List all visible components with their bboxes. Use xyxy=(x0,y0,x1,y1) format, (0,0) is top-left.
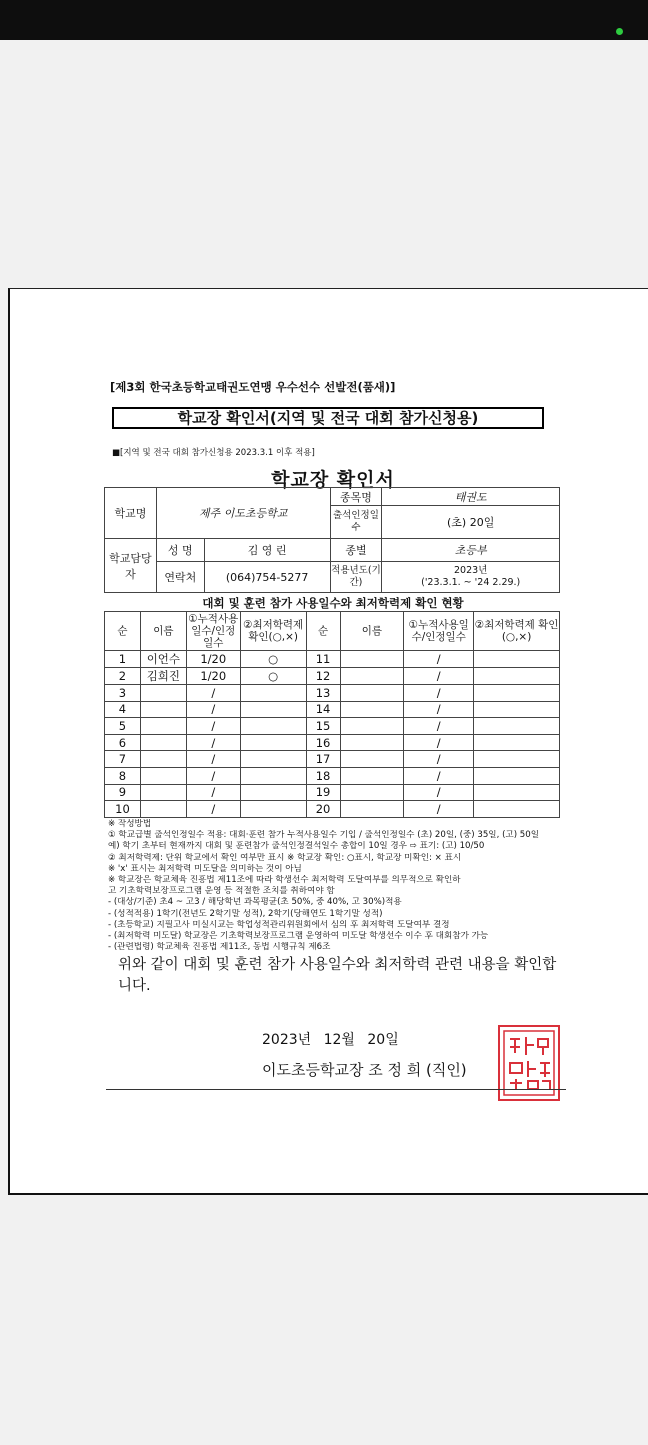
row-days-2: / xyxy=(404,734,474,751)
row-no: 3 xyxy=(105,685,141,702)
row-days: / xyxy=(186,751,240,768)
row-academic-2 xyxy=(474,701,560,718)
period-range: ('23.3.1. ~ '24 2.29.) xyxy=(421,577,521,588)
row-no-2: 19 xyxy=(306,784,340,801)
issue-date: 2023년 12월 20일 xyxy=(262,1032,399,1048)
row-name-2 xyxy=(340,701,404,718)
note-line: 고 기초학력보장프로그램 운영 등 적절한 조치를 취하여야 함 xyxy=(108,886,335,897)
table-row xyxy=(105,734,560,751)
row-days-2: / xyxy=(404,801,474,818)
row-days: 1/20 xyxy=(186,668,240,685)
attendance-label: 출석인정일수 xyxy=(330,506,382,539)
row-no-2: 16 xyxy=(306,734,340,751)
row-days: / xyxy=(186,685,240,702)
page-title: 학교장 확인서 xyxy=(271,469,395,491)
row-academic-2 xyxy=(474,734,560,751)
note-line: ※ 작성방법 xyxy=(108,819,152,829)
header-academic-2: ②최저학력제 확인(○,×) xyxy=(474,612,560,651)
header-days: ①누적사용일수/인정일수 xyxy=(188,613,239,649)
instructions xyxy=(108,819,560,953)
row-days: / xyxy=(186,784,240,801)
table-row xyxy=(105,784,560,801)
table-row xyxy=(105,751,560,768)
division-label: 종별 xyxy=(330,539,382,562)
row-name xyxy=(140,784,186,801)
row-days-2: / xyxy=(404,701,474,718)
row-name: 김희진 xyxy=(140,668,186,685)
row-name xyxy=(140,767,186,784)
period-value xyxy=(382,562,560,593)
header-academic: ②최저학력제 확인(○,×) xyxy=(240,612,306,651)
row-academic xyxy=(240,784,306,801)
row-name xyxy=(140,718,186,735)
row-academic xyxy=(240,701,306,718)
confirmation-text: 위와 같이 대회 및 훈련 참가 사용일수와 최저학력 관련 내용을 확인합니다. xyxy=(118,957,557,994)
row-name-2 xyxy=(340,685,404,702)
row-no-2: 12 xyxy=(306,668,340,685)
row-no: 7 xyxy=(105,751,141,768)
note-line: - (최저학력 미도달) 학교장은 기초학력보장프로그램 운영하여 미도달 학생선수 이수 후 대회참가 가능 xyxy=(108,931,489,942)
info-table xyxy=(104,487,560,593)
note-line: - (초등학교) 지필고사 미실시교는 학업성적관리위원회에서 심의 후 최저학력 도달여부 결정 xyxy=(108,919,450,930)
row-no: 5 xyxy=(105,718,141,735)
row-academic-2 xyxy=(474,718,560,735)
row-no-2: 15 xyxy=(306,718,340,735)
row-academic-2 xyxy=(474,767,560,784)
row-no: 4 xyxy=(105,701,141,718)
row-name-2 xyxy=(340,784,404,801)
row-no-2: 13 xyxy=(306,685,340,702)
name-value: 김 영 린 xyxy=(204,539,330,562)
row-academic xyxy=(240,767,306,784)
row-no: 10 xyxy=(105,801,141,818)
row-name-2 xyxy=(340,767,404,784)
row-academic: ○ xyxy=(240,651,306,668)
row-days-2: / xyxy=(404,751,474,768)
table-row xyxy=(105,801,560,818)
note-line: ※ 학교장은 학교체육 진흥법 제11조에 따라 학생선수 최저학력 도달여부를 의무적으로 확인하 xyxy=(108,875,461,886)
row-academic xyxy=(240,751,306,768)
document-page xyxy=(8,288,648,1195)
row-academic-2 xyxy=(474,801,560,818)
row-no: 8 xyxy=(105,767,141,784)
status-bar xyxy=(0,0,648,40)
row-academic-2 xyxy=(474,651,560,668)
table-row xyxy=(105,767,560,784)
row-academic-2 xyxy=(474,668,560,685)
event-label: 종목명 xyxy=(330,488,382,506)
row-no: 6 xyxy=(105,734,141,751)
header-name-2: 이름 xyxy=(340,612,404,651)
row-name-2 xyxy=(340,718,404,735)
contact-value: (064)754-5277 xyxy=(204,562,330,593)
attendance-value: (초) 20일 xyxy=(382,506,560,539)
row-no: 9 xyxy=(105,784,141,801)
note-line: - (대상/기준) 초4 ~ 고3 / 해당학년 과목평균(초 50%, 중 40%, 고 30%)적용 xyxy=(108,897,402,908)
manager-label: 학교담당자 xyxy=(105,539,157,593)
row-days-2: / xyxy=(404,718,474,735)
student-table xyxy=(104,611,560,818)
row-days: / xyxy=(186,734,240,751)
school-label: 학교명 xyxy=(105,488,157,539)
row-no-2: 17 xyxy=(306,751,340,768)
name-label: 성 명 xyxy=(156,539,204,562)
header-name: 이름 xyxy=(140,612,186,651)
row-academic-2 xyxy=(474,751,560,768)
row-days-2: / xyxy=(404,668,474,685)
row-name-2 xyxy=(340,668,404,685)
event-value: 태권도 xyxy=(382,488,560,506)
row-days: / xyxy=(186,801,240,818)
row-no-2: 11 xyxy=(306,651,340,668)
school-name: 제주 이도초등학교 xyxy=(156,488,330,539)
note-line: ① 학교급별 출석인정일수 적용: 대회·훈련 참가 누적사용일수 기입 / 출석인정일수 (초) 20일, (중) 35일, (고) 50일 xyxy=(108,830,540,841)
row-days: / xyxy=(186,701,240,718)
row-days: / xyxy=(186,767,240,784)
row-no: 2 xyxy=(105,668,141,685)
form-title: 학교장 확인서(지역 및 전국 대회 참가신청용) xyxy=(112,407,544,429)
contact-label: 연락처 xyxy=(156,562,204,593)
row-academic: ○ xyxy=(240,668,306,685)
period-label: 적용년도(기간) xyxy=(330,562,382,593)
row-name xyxy=(140,751,186,768)
table-row xyxy=(105,651,560,668)
row-name xyxy=(140,801,186,818)
row-days-2: / xyxy=(404,784,474,801)
note-line: ※ 'x' 표시는 최저학력 미도달을 의미하는 것이 아님 xyxy=(108,863,302,874)
row-days-2: / xyxy=(404,767,474,784)
principal-signature: 이도초등학교장 조 정 희 (직인) xyxy=(262,1061,467,1079)
row-name xyxy=(140,701,186,718)
row-name: 이언수 xyxy=(140,651,186,668)
row-no: 1 xyxy=(105,651,141,668)
row-no-2: 18 xyxy=(306,767,340,784)
header-days-2: ①누적사용일수/인정일수 xyxy=(404,612,474,651)
row-name xyxy=(140,734,186,751)
row-academic xyxy=(240,718,306,735)
row-academic xyxy=(240,685,306,702)
section-title: 대회 및 훈련 참가 사용일수와 최저학력제 확인 현황 xyxy=(202,596,464,610)
note-line: ② 최저학력제: 단위 학교에서 확인 여부만 표시 ※ 학교장 확인: ○표시, 학교장 미확인: × 표시 xyxy=(108,852,462,863)
row-no-2: 20 xyxy=(306,801,340,818)
row-name xyxy=(140,685,186,702)
table-row xyxy=(105,685,560,702)
row-no-2: 14 xyxy=(306,701,340,718)
note-line: 예) 학기 초부터 현재까지 대회 및 훈련참가 출석인정결석일수 총합이 10일 경우 ⇨ 표기: (고) 10/50 xyxy=(108,841,485,852)
camera-indicator-icon xyxy=(616,28,623,35)
header-no-2: 순 xyxy=(306,612,340,651)
row-academic-2 xyxy=(474,685,560,702)
row-name-2 xyxy=(340,751,404,768)
document-header: [제3회 한국초등학교태권도연맹 우수선수 선발전(품새)] xyxy=(110,380,396,394)
row-name-2 xyxy=(340,734,404,751)
row-name-2 xyxy=(340,801,404,818)
division-value: 초등부 xyxy=(382,539,560,562)
row-days-2: / xyxy=(404,651,474,668)
note-line: - (성적적용) 1학기(전년도 2학기말 성적), 2학기(당해연도 1학기말 성적) xyxy=(108,908,383,919)
divider xyxy=(106,1089,566,1090)
table-row xyxy=(105,718,560,735)
note-line: - (관련법령) 학교체육 진흥법 제11조, 동법 시행규칙 제6조 xyxy=(108,942,331,953)
row-name-2 xyxy=(340,651,404,668)
applicability-note: ■[지역 및 전국 대회 참가신청용 2023.3.1 이후 적용] xyxy=(112,448,315,458)
row-days: / xyxy=(186,718,240,735)
header-no: 순 xyxy=(105,612,141,651)
row-days-2: / xyxy=(404,685,474,702)
row-academic xyxy=(240,801,306,818)
table-row xyxy=(105,668,560,685)
period-year: 2023년 xyxy=(454,565,488,576)
row-academic xyxy=(240,734,306,751)
row-days: 1/20 xyxy=(186,651,240,668)
table-row xyxy=(105,701,560,718)
row-academic-2 xyxy=(474,784,560,801)
